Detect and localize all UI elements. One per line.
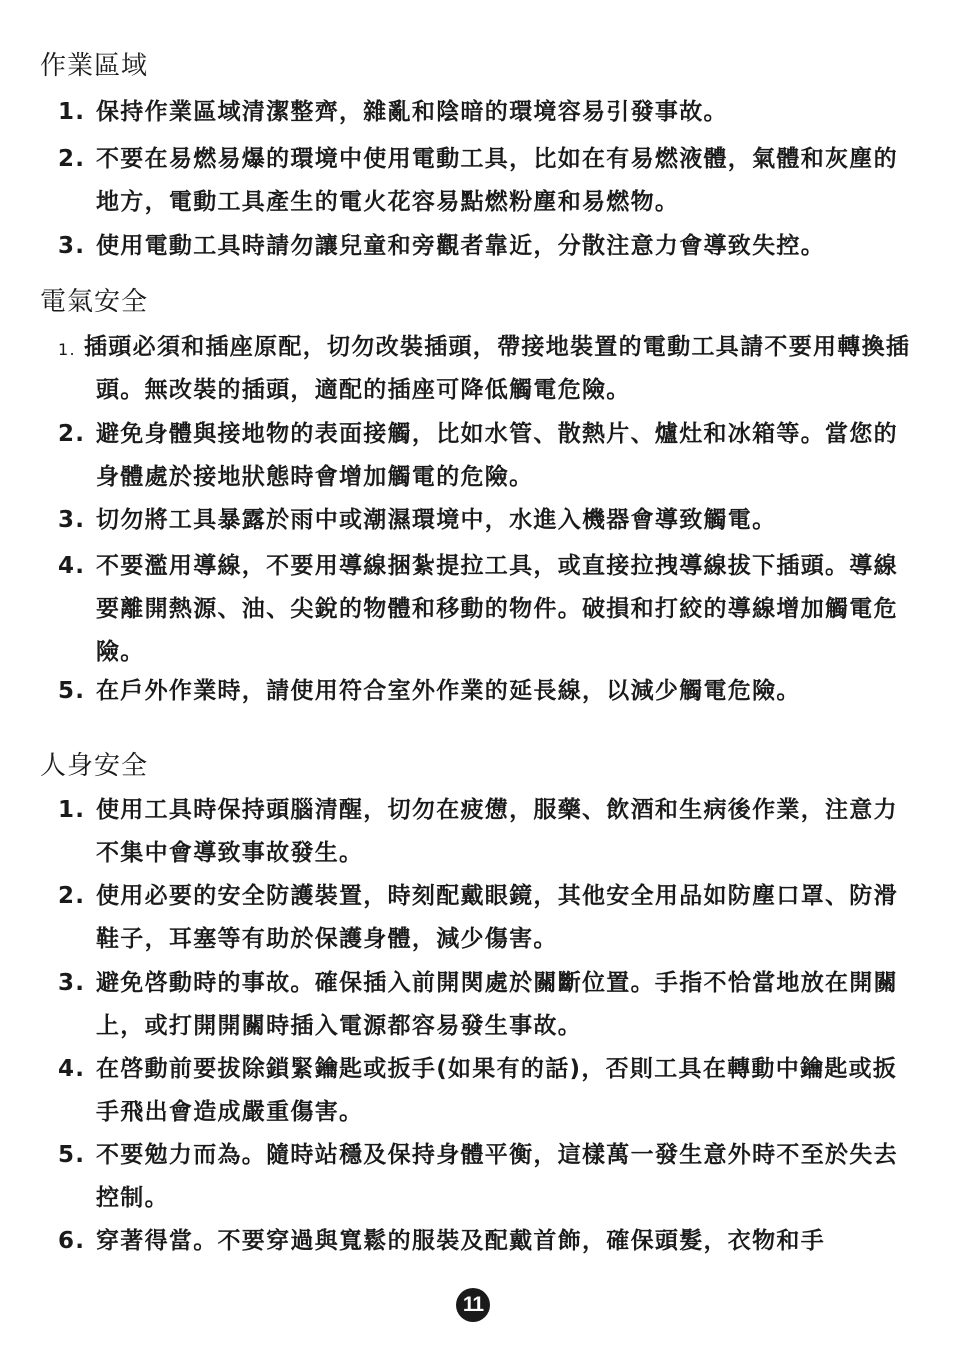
list-item bbox=[58, 225, 918, 268]
list-item bbox=[58, 1048, 918, 1134]
item-text: 使用必要的安全防護裝置，時刻配戴眼鏡，其他安全用品如防塵口罩、防滑鞋子，耳塞等有助於保護身體，減少傷害。 bbox=[96, 883, 898, 952]
section-heading-electrical-safety: 電氣安全 bbox=[40, 287, 149, 317]
list-item bbox=[58, 413, 918, 499]
list-item bbox=[58, 670, 918, 713]
list-item bbox=[58, 91, 918, 134]
list-item bbox=[58, 1134, 918, 1220]
item-text: 不要勉力而為。隨時站穩及保持身體平衡，這樣萬一發生意外時不至於失去控制。 bbox=[96, 1142, 898, 1211]
item-number: 1. bbox=[58, 99, 86, 125]
list-item bbox=[58, 499, 918, 542]
section-heading-work-area: 作業區域 bbox=[40, 51, 149, 81]
item-text: 插頭必須和插座原配，切勿改裝插頭，帶接地裝置的電動工具請不要用轉換插頭。無改裝的插頭，適配的插座可降低觸電危險。 bbox=[84, 334, 911, 403]
item-number: 2. bbox=[58, 421, 86, 447]
item-text: 在啓動前要拔除鎖緊鑰匙或扳手(如果有的話)，否則工具在轉動中鑰匙或扳手飛出會造成嚴重傷害。 bbox=[96, 1056, 898, 1125]
item-text: 切勿將工具暴露於雨中或潮濕環境中，水進入機器會導致觸電。 bbox=[96, 507, 777, 533]
item-number: 4. bbox=[58, 1056, 86, 1082]
item-number: 3. bbox=[58, 507, 86, 533]
item-number: 1. bbox=[58, 340, 76, 359]
section-heading-personal-safety: 人身安全 bbox=[40, 751, 149, 781]
item-text: 使用電動工具時請勿讓兒童和旁觀者靠近，分散注意力會導致失控。 bbox=[96, 233, 825, 259]
list-item bbox=[58, 138, 918, 224]
list-item bbox=[58, 1220, 918, 1263]
list-item bbox=[58, 875, 918, 961]
list-item bbox=[58, 789, 918, 875]
item-number: 3. bbox=[58, 233, 86, 259]
page-number-badge: 11 bbox=[456, 1288, 490, 1322]
item-number: 6. bbox=[58, 1228, 86, 1254]
item-number: 4. bbox=[58, 553, 86, 579]
item-number: 2. bbox=[58, 146, 86, 172]
item-number: 5. bbox=[58, 678, 86, 704]
list-item bbox=[58, 326, 918, 412]
list-item bbox=[58, 962, 918, 1048]
item-text: 避免啓動時的事故。確保插入前開関處於關斷位置。手指不恰當地放在開關上，或打開開關時插入電源都容易發生事故。 bbox=[96, 970, 898, 1039]
item-text: 不要濫用導線，不要用導線捆紮提拉工具，或直接拉拽導線拔下插頭。導線要離開熱源、油、尖銳的物體和移動的物件。破損和打絞的導線增加觸電危險。 bbox=[96, 553, 898, 665]
item-number: 5. bbox=[58, 1142, 86, 1168]
item-text: 使用工具時保持頭腦清醒，切勿在疲憊，服藥、飲酒和生病後作業，注意力不集中會導致事故發生。 bbox=[96, 797, 898, 866]
item-text: 不要在易燃易爆的環境中使用電動工具，比如在有易燃液體，氣體和灰塵的地方，電動工具產生的電火花容易點燃粉塵和易燃物。 bbox=[96, 146, 898, 215]
item-text: 在戶外作業時，請使用符合室外作業的延長線，以減少觸電危險。 bbox=[96, 678, 801, 704]
item-text: 穿著得當。不要穿過與寬鬆的服裝及配戴首飾，確保頭髮，衣物和手 bbox=[96, 1228, 825, 1254]
item-number: 2. bbox=[58, 883, 86, 909]
item-text: 保持作業區域清潔整齊，雜亂和陰暗的環境容易引發事故。 bbox=[96, 99, 728, 125]
item-text: 避免身體與接地物的表面接觸，比如水管、散熱片、爐灶和冰箱等。當您的身體處於接地狀態時會增加觸電的危險。 bbox=[96, 421, 898, 490]
list-item bbox=[58, 545, 918, 674]
item-number: 1. bbox=[58, 797, 86, 823]
item-number: 3. bbox=[58, 970, 86, 996]
